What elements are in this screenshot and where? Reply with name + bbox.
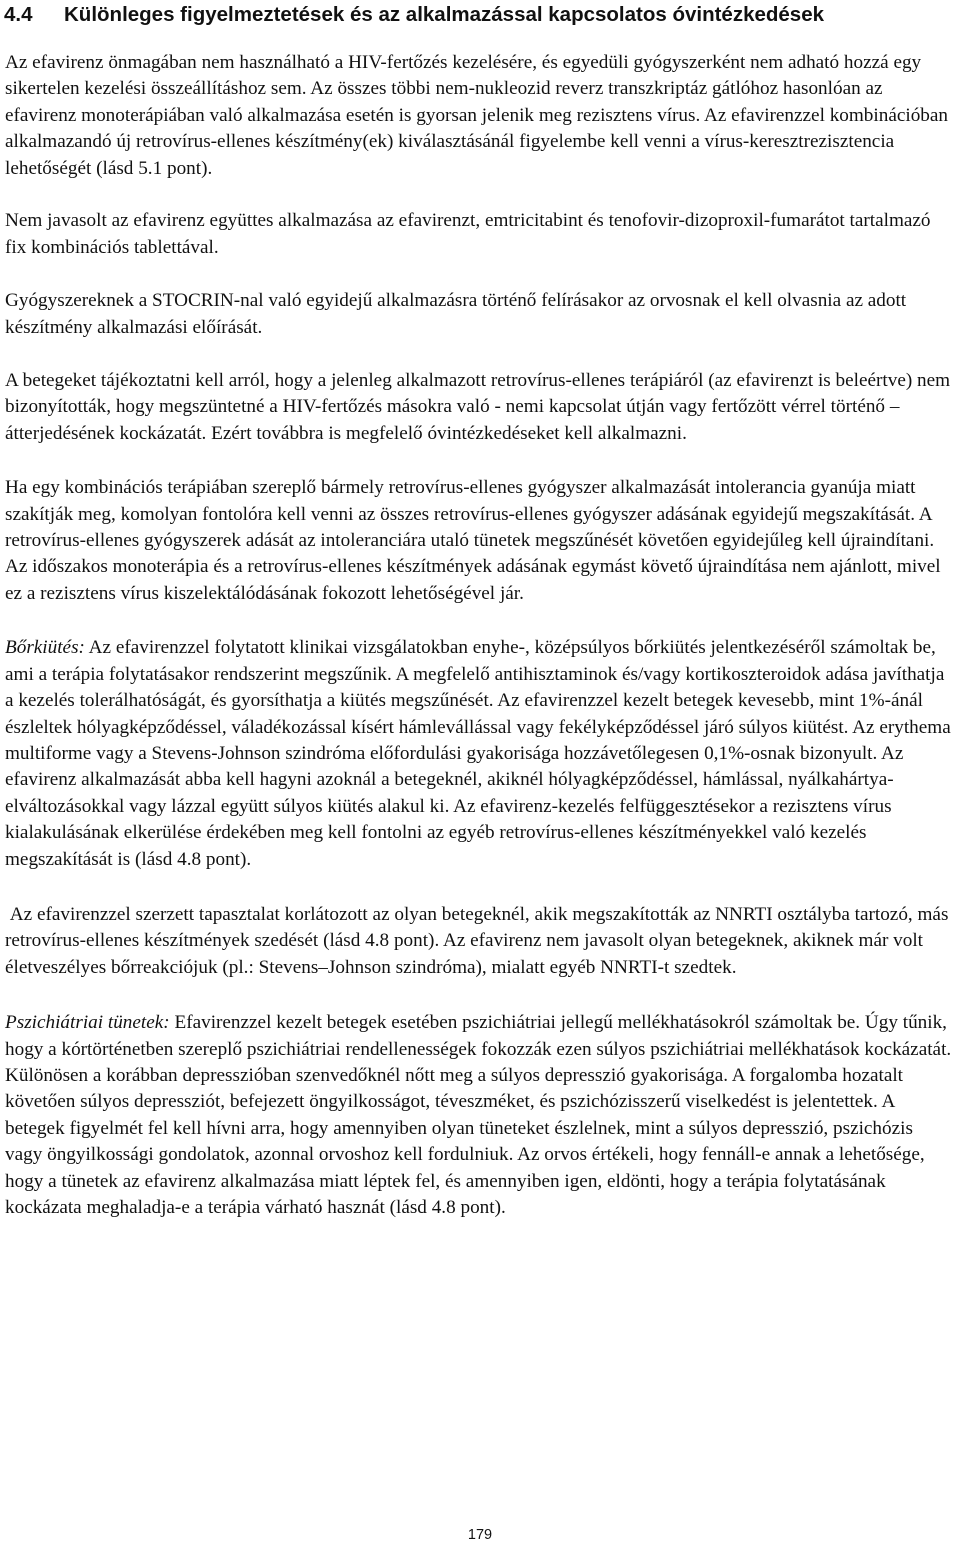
paragraph-coadministration [5, 288, 955, 341]
paragraph-text: Nem javasolt az efavirenz együttes alkalmazása az efavirenzt, emtricitabint és tenofovir-dizoproxil-fumarátot tartalmazó fix kombinációs tablettával. [5, 210, 931, 258]
paragraph-lead-psychiatric: Pszichiátriai tünetek: [5, 1012, 170, 1034]
section-heading [4, 2, 954, 28]
paragraph-text: Gyógyszereknek a STOCRIN-nal való egyidejű alkalmazásra történő felírásakor az orvosnak el kell olvasnia az adott készítmény alkalmazási előírását. [5, 290, 907, 338]
paragraph-text: Az efavirenzzel szerzett tapasztalat korlátozott az olyan betegeknél, akik megszakították az NNRTI osztályba tartozó, más retrovírus-ellenes készítmények szedését (lásd 4.8 pont). Az efavirenz nem javasolt olyan betegeknek, akiknek már volt életveszélyes bőrreakciójuk (pl.: Stevens–Johnson szindróma), mialatt egyéb NNRTI-t szedtek. [5, 903, 949, 978]
paragraph-lead-rash: Bőrkiütés: [5, 637, 85, 659]
paragraph-text: Ha egy kombinációs terápiában szereplő bármely retrovírus-ellenes gyógyszer alkalmazását intolerancia gyanúja miatt szakítják meg, komolyan fontolóra kell venni az összes retrovírus-ellenes gyógyszer adásának egyidejű megszakítását. A retrovírus-ellenes gyógyszerek adását az intoleranciára utaló tünetek megszűnését követően egyidejűleg kell újraindítani. Az időszakos monoterápia és a retrovírus-ellenes készítmények adásának egymást követő újraindítása nem ajánlott, mivel ez a rezisztens vírus kiszelektálódásának fokozott lehetőségével jár. [5, 477, 941, 604]
page-number: 179 [467, 1527, 493, 1543]
paragraph-text: Az efavirenzzel folytatott klinikai vizsgálatokban enyhe-, középsúlyos bőrkiütés jelentkezéséről számoltak be, ami a terápia folytatásakor rendszerint megszűnik. A megfelelő antihisztaminok és/vagy kortikoszteroidok adása javíthatja a kezelés tolerálhatóságát, és gyorsíthatja a kiütés megszűnését. Az efavirenzzel kezelt betegek kevesebb, mint 1%-ánál észleltek hólyagképződéssel, váladékozással kísért hámlevállással vagy fekélyképződéssel járó súlyos kiütést. Az erythema multiforme vagy a Stevens-Johnson szindróma előfordulási gyakorisága hozzávetőlegesen 0,1%-osnak bizonyult. Az efavirenz alkalmazását abba kell hagyni azoknál a betegeknél, akiknél hólyagképződéssel, hámlással, nyálkahártya-elváltozásokkal vagy lázzal együtt súlyos kiütés alakul ki. Az efavirenz-kezelés felfüggesztésekor a rezisztens vírus kialakulásának elkerülése érdekében meg kell fontolni az egyéb retrovírus-ellenes készítményekkel való kezelés megszakítását is (lásd 4.8 pont). [5, 637, 951, 870]
paragraph-transmission-risk [5, 368, 955, 447]
paragraph-nnrti-experience [5, 902, 955, 981]
paragraph-fixed-combination [5, 208, 955, 261]
paragraph-efavirenz-monotherapy [5, 50, 955, 182]
paragraph-intolerance [5, 475, 955, 607]
paragraph-text: Az efavirenz önmagában nem használható a HIV-fertőzés kezelésére, és egyedüli gyógyszerként nem adható hozzá egy sikertelen kezelési összeállításhoz sem. Az összes többi nem-nukleozid reverz transzkriptáz gátlóhoz hasonlóan az efavirenz monoterápiában való alkalmazása esetén is gyorsan jelenik meg rezisztens vírus. Az efavirenzzel kombinációban alkalmazandó új retrovírus-ellenes készítmény(ek) kiválasztásánál figyelembe kell venni a vírus-keresztrezisztencia lehetőségét (lásd 5.1 pont). [5, 52, 948, 179]
section-title: Különleges figyelmeztetések és az alkalmazással kapcsolatos óvintézkedések [64, 3, 825, 26]
paragraph-text: Efavirenzzel kezelt betegek esetében pszichiátriai jellegű mellékhatásokról számoltak be. Úgy tűnik, hogy a kórtörténetben szereplő pszichiátriai rendellenességek fokozzák ezen súlyos pszichiátriai mellékhatások kockázatát. Különösen a korábban depresszióban szenvedőknél nőtt meg a súlyos depresszió gyakorisága. A forgalomba hozatalt követően súlyos depressziót, befejezett öngyilkosságot, téveszméket, és pszichózisszerű viselkedést is jelentettek. A betegek figyelmét fel kell hívni arra, hogy amennyiben olyan tüneteket észlelnek, mint a súlyos depresszió, pszichózis vagy öngyilkossági gondolatok, azonnal orvoshoz kell fordulniuk. Az orvos értékeli, hogy fennáll-e annak a lehetősége, hogy a tünetek az efavirenz alkalmazása miatt léptek fel, és amennyiben igen, eldönti, hogy a terápia folytatásának kockázata meghaladja-e a terápia várható hasznát (lásd 4.8 pont). [5, 1012, 952, 1219]
paragraph-rash [5, 635, 955, 873]
document-body [5, 50, 955, 1250]
paragraph-text: A betegeket tájékoztatni kell arról, hogy a jelenleg alkalmazott retrovírus-ellenes terápiáról (az efavirenzt is beleértve) nem bizonyították, hogy megszüntetné a HIV-fertőzés másokra való - nemi kapcsolat útján vagy fertőzött vérrel történő – átterjedésének kockázatát. Ezért továbbra is megfelelő óvintézkedéseket kell alkalmazni. [5, 370, 951, 444]
paragraph-psychiatric [5, 1010, 955, 1221]
section-number: 4.4 [4, 3, 33, 26]
